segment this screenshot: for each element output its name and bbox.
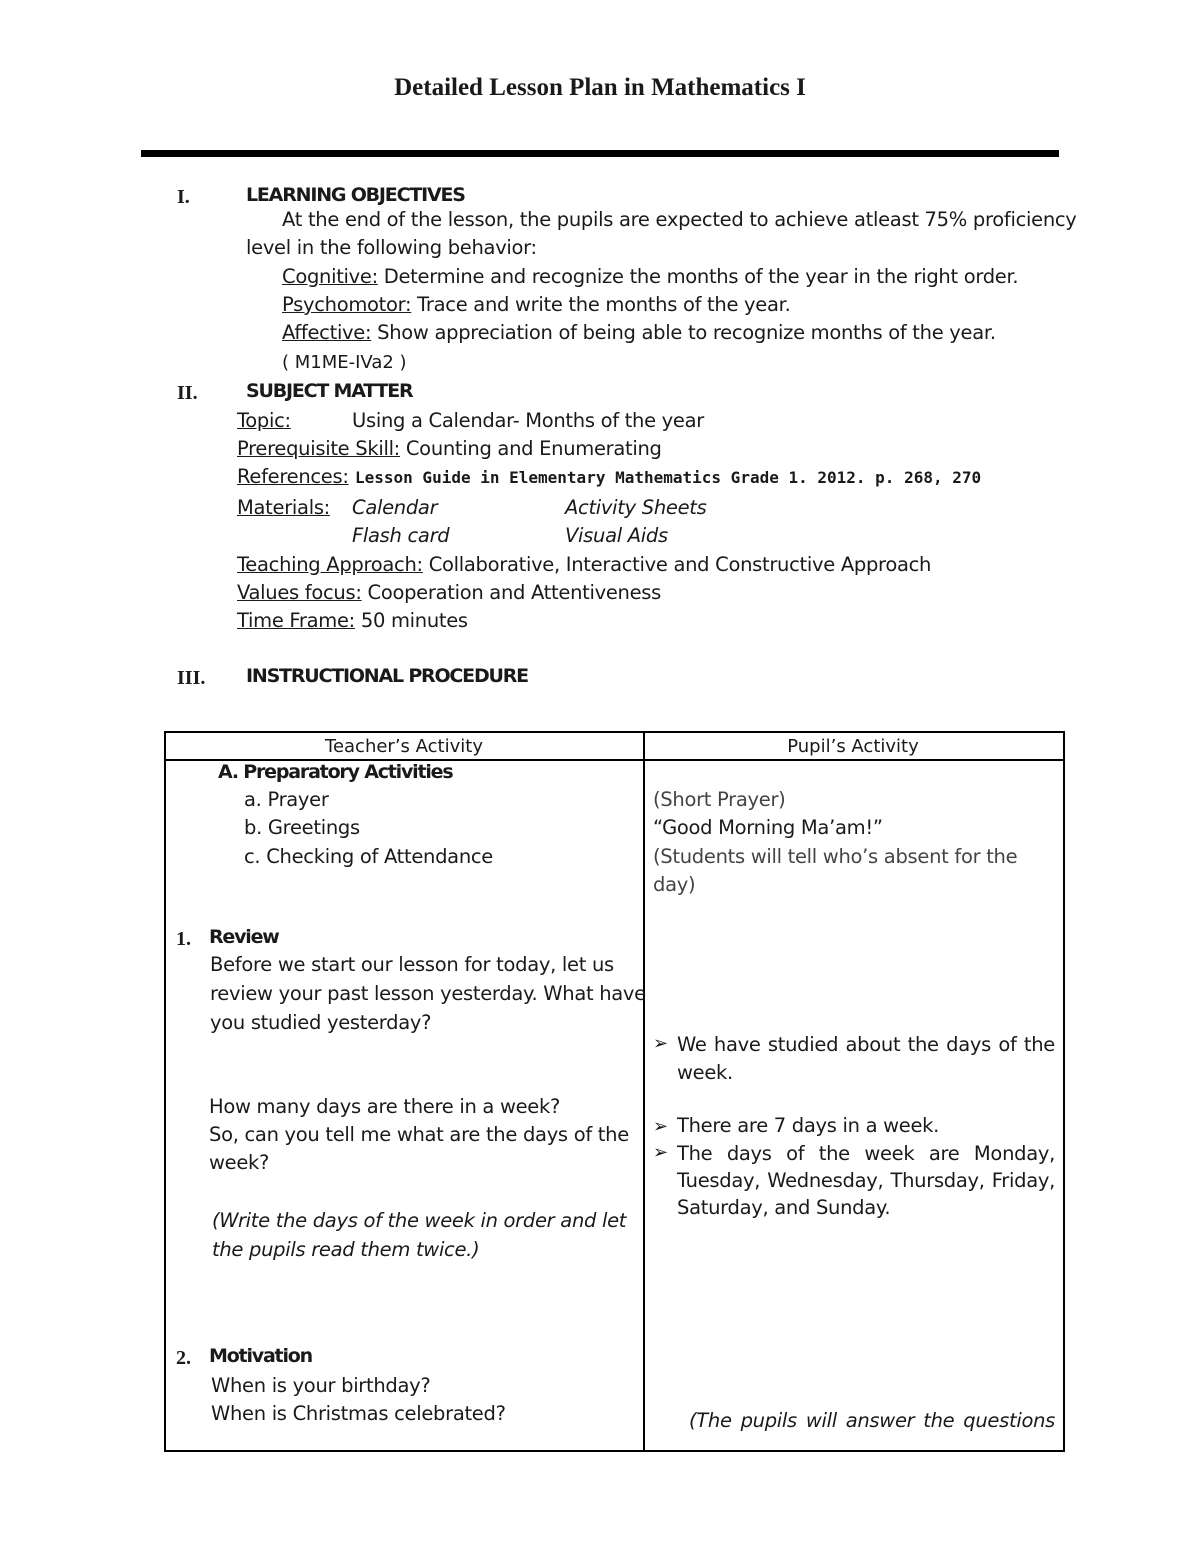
section-numeral-3: III. <box>177 667 206 689</box>
motivation-question: When is your birthday? <box>211 1374 431 1397</box>
values-focus <box>237 583 661 603</box>
prep-response: day) <box>653 873 696 896</box>
bullet-arrow-icon: ➢ <box>653 1033 668 1054</box>
prep-response: “Good Morning Ma’am!” <box>653 816 883 839</box>
review-line: review your past lesson yesterday. What have <box>210 982 646 1005</box>
procedure-heading: INSTRUCTIONAL PROCEDURE <box>246 665 528 687</box>
review-line: Before we start our lesson for today, let us <box>210 953 614 976</box>
material-item: Calendar <box>352 496 438 519</box>
prep-item: c. Checking of Attendance <box>244 845 493 868</box>
section-numeral-1: I. <box>177 186 190 208</box>
material-item: Flash card <box>352 524 450 547</box>
objectives-heading: LEARNING OBJECTIVES <box>246 184 465 206</box>
bullet-arrow-icon: ➢ <box>653 1142 668 1163</box>
approach-value: Collaborative, Interactive and Constructive Approach <box>422 553 932 576</box>
references-value: Lesson Guide in Elementary Mathematics Grade 1. 2012. p. 268, 270 <box>355 468 982 487</box>
teaching-approach <box>237 555 931 575</box>
approach-label: Teaching Approach: <box>237 553 423 576</box>
objective-psychomotor <box>282 295 790 315</box>
time-frame <box>237 611 468 631</box>
answer-text: There are 7 days in a week. <box>677 1114 940 1137</box>
page-title: Detailed Lesson Plan in Mathematics I <box>394 74 806 101</box>
prep-item: a. Prayer <box>244 788 329 811</box>
affective-label: Affective: <box>282 321 372 344</box>
column-header-pupil: Pupil’s Activity <box>787 736 919 757</box>
answer-text-cont: week. <box>677 1061 733 1084</box>
cognitive-label: Cognitive: <box>282 265 378 288</box>
material-item: Visual Aids <box>565 524 668 547</box>
values-value: Cooperation and Attentiveness <box>361 581 661 604</box>
review-line: you studied yesterday? <box>210 1011 432 1034</box>
materials-label: Materials: <box>237 496 330 519</box>
review-question: week? <box>209 1151 270 1174</box>
activity-table <box>164 731 1065 1452</box>
preparatory-heading: A. Preparatory Activities <box>218 761 453 783</box>
values-label: Values focus: <box>237 581 362 604</box>
topic-value: Using a Calendar- Months of the year <box>352 409 704 432</box>
review-question: So, can you tell me what are the days of the <box>209 1123 629 1146</box>
cognitive-text: Determine and recognize the months of the year in the right order. <box>377 265 1019 288</box>
answer-text-cont: Tuesday, Wednesday, Thursday, Friday, <box>677 1169 1055 1192</box>
objective-affective <box>282 323 996 343</box>
psychomotor-text: Trace and write the months of the year. <box>411 293 791 316</box>
table-column-divider <box>643 733 645 1450</box>
time-value: 50 minutes <box>354 609 468 632</box>
topic-label: Topic: <box>237 409 291 432</box>
review-number: 1. <box>176 928 191 950</box>
bullet-arrow-icon: ➢ <box>653 1116 668 1137</box>
time-label: Time Frame: <box>237 609 355 632</box>
review-heading: Review <box>209 926 279 948</box>
title-divider <box>141 150 1059 157</box>
objective-cognitive <box>282 267 1018 287</box>
review-answer-1 <box>653 1035 1055 1055</box>
affective-text: Show appreciation of being able to recognize months of the year. <box>371 321 996 344</box>
objectives-intro-cont: level in the following behavior: <box>246 236 537 259</box>
review-note: (Write the days of the week in order and let <box>212 1209 627 1232</box>
objectives-intro: At the end of the lesson, the pupils are expected to achieve atleast 75% proficiency <box>282 208 1077 231</box>
answer-text-cont: Saturday, and Sunday. <box>677 1196 891 1219</box>
review-note: the pupils read them twice.) <box>212 1238 480 1261</box>
motivation-heading: Motivation <box>209 1345 312 1367</box>
answer-text: We have studied about the days of the <box>677 1033 1055 1056</box>
review-answer-3 <box>653 1144 1055 1164</box>
prep-response: (Short Prayer) <box>653 788 786 811</box>
psychomotor-label: Psychomotor: <box>282 293 412 316</box>
section-numeral-2: II. <box>177 382 198 404</box>
competency-code: ( M1ME-IVa2 ) <box>282 352 407 373</box>
prep-item: b. Greetings <box>244 816 360 839</box>
prep-response: (Students will tell who’s absent for the <box>653 845 1018 868</box>
review-question: How many days are there in a week? <box>209 1095 561 1118</box>
subject-matter-heading: SUBJECT MATTER <box>246 380 413 402</box>
prereq-label: Prerequisite Skill: <box>237 437 400 460</box>
prereq-value: Counting and Enumerating <box>399 437 662 460</box>
prerequisite-skill <box>237 439 662 459</box>
motivation-question: When is Christmas celebrated? <box>211 1402 506 1425</box>
references-label: References: <box>237 465 349 488</box>
material-item: Activity Sheets <box>565 496 707 519</box>
review-answer-2 <box>653 1116 939 1136</box>
answer-text: The days of the week are Monday, <box>677 1142 1055 1165</box>
column-header-teacher: Teacher’s Activity <box>325 736 483 757</box>
motivation-response: (The pupils will answer the questions <box>689 1409 1055 1432</box>
motivation-number: 2. <box>176 1347 191 1369</box>
